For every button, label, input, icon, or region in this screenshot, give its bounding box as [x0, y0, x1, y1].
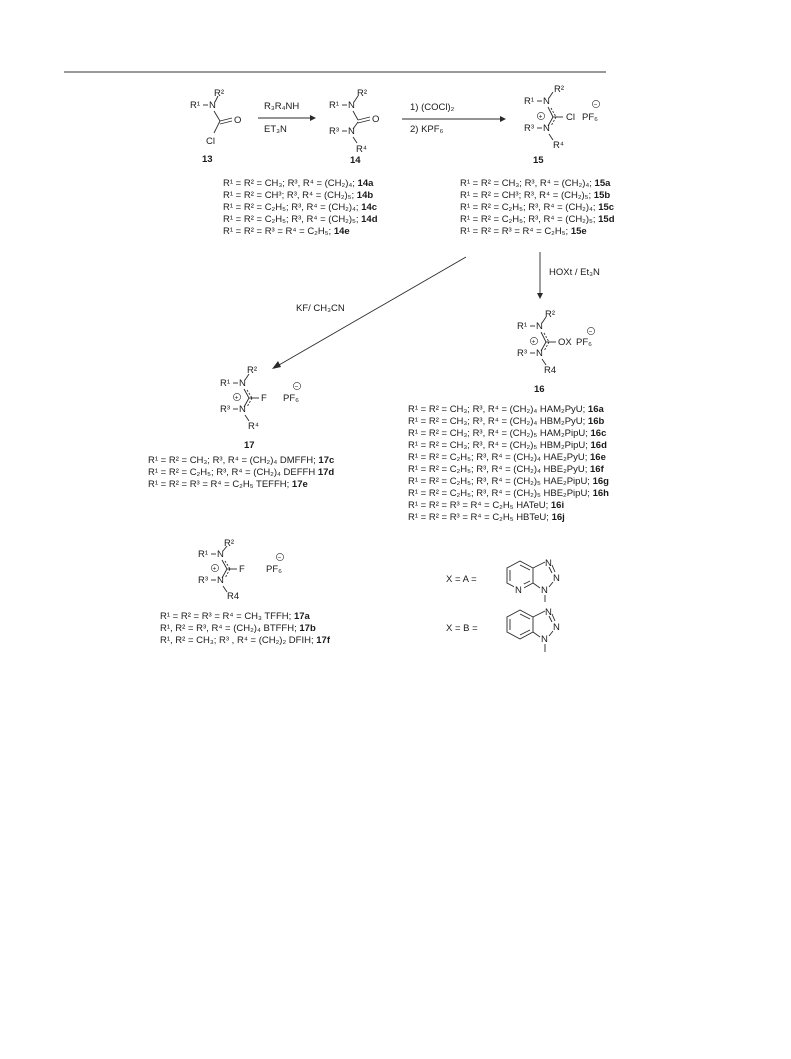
svg-text:R¹: R¹ — [198, 549, 209, 560]
svg-text:R²: R² — [214, 88, 225, 99]
svg-text:R4: R4 — [544, 365, 557, 376]
svg-text:R³: R³ — [329, 126, 340, 137]
arrow-15-16 — [537, 252, 600, 299]
svg-text:R¹ = R² = R³ = R⁴ = C₂H₅ HBTeU: R¹ = R² = R³ = R⁴ = C₂H₅ HBTeU; 16j — [408, 512, 565, 523]
svg-text:O: O — [372, 114, 380, 125]
svg-text:R¹: R¹ — [190, 100, 201, 111]
label-13: 13 — [202, 154, 213, 165]
reagent-base: ET₃N — [264, 124, 287, 135]
structure-15 — [524, 84, 600, 166]
svg-text:R¹ = R² = C₂H₅; R³, R⁴ = (CH₂): R¹ = R² = C₂H₅; R³, R⁴ = (CH₂)₅ HAE₂PipU; 16g — [408, 476, 609, 487]
svg-text:PF₆: PF₆ — [283, 393, 299, 404]
substituents-17 — [148, 455, 334, 490]
svg-text:R²: R² — [224, 538, 235, 549]
svg-text:+: + — [234, 394, 239, 402]
svg-text:N: N — [541, 585, 548, 596]
svg-text:R¹, R² = CH₃; R³ , R⁴ = (CH₂)₂: R¹, R² = CH₃; R³ , R⁴ = (CH₂)₂ DFIH; 17f — [160, 635, 330, 646]
svg-text:R¹ = R² = C₂H₅; R³, R⁴ = (CH₂): R¹ = R² = C₂H₅; R³, R⁴ = (CH₂)₅ HBE₂PipU; 16h — [408, 488, 609, 499]
label-17: 17 — [244, 440, 255, 451]
svg-text:PF₆: PF₆ — [582, 112, 598, 123]
svg-text:N: N — [348, 126, 355, 137]
svg-text:Cl: Cl — [206, 136, 215, 147]
svg-text:R²: R² — [554, 84, 565, 95]
svg-text:R¹ = R² = R³ = R⁴ = C₂H₅; 14e: R¹ = R² = R³ = R⁴ = C₂H₅; 14e — [223, 226, 350, 237]
svg-text:R²: R² — [357, 88, 368, 99]
reagent-kf: KF/ CH₃CN — [296, 303, 345, 314]
svg-text:N: N — [239, 404, 246, 415]
svg-text:N: N — [545, 607, 552, 618]
svg-text:R¹ = R² = R³ = R⁴ = C₂H₅; 15e: R¹ = R² = R³ = R⁴ = C₂H₅; 15e — [460, 226, 587, 237]
svg-text:R¹ = R² = R³ = R⁴ = C₂H₅ HATeU: R¹ = R² = R³ = R⁴ = C₂H₅ HATeU; 16i — [408, 500, 565, 511]
svg-text:−: − — [588, 328, 593, 336]
structure-14 — [329, 88, 379, 166]
reagent-hoxt: HOXt / Et₃N — [549, 267, 600, 278]
structure-16 — [517, 309, 595, 395]
svg-text:R³: R³ — [524, 123, 535, 134]
svg-text:R²: R² — [545, 309, 556, 320]
svg-text:R¹, R² = R³, R⁴ = (CH₂)₄ BTFFH: R¹, R² = R³, R⁴ = (CH₂)₄ BTFFH; 17b — [160, 623, 316, 634]
svg-text:R¹ = R² = CH₃; R³, R⁴ = (CH₂)₅: R¹ = R² = CH₃; R³, R⁴ = (CH₂)₅ HBM₂PipU; 16d — [408, 440, 607, 451]
svg-text:R⁴: R⁴ — [356, 144, 367, 155]
svg-text:N: N — [541, 634, 548, 645]
svg-text:X = A =: X = A = — [446, 574, 477, 585]
reagent-kpf6: 2) KPF₆ — [410, 124, 444, 135]
arrow-13-14 — [258, 101, 316, 135]
svg-text:+: + — [531, 338, 536, 346]
svg-text:−: − — [294, 383, 299, 391]
svg-text:R¹ = R² = C₂H₅; R³, R⁴ = (CH₂): R¹ = R² = C₂H₅; R³, R⁴ = (CH₂)₄; 15c — [460, 202, 615, 213]
reagent-amine: R₃R₄NH — [264, 101, 300, 112]
structure-17-variants — [198, 538, 284, 602]
svg-text:PF₆: PF₆ — [266, 564, 282, 575]
arrow-15-17 — [272, 257, 466, 369]
svg-text:X = B =: X = B = — [446, 623, 478, 634]
svg-text:R¹: R¹ — [524, 96, 535, 107]
svg-text:Cl: Cl — [566, 112, 575, 123]
svg-text:N: N — [515, 585, 522, 596]
svg-text:N: N — [553, 622, 560, 633]
svg-text:N: N — [239, 378, 246, 389]
svg-text:R²: R² — [247, 365, 258, 376]
svg-text:N: N — [217, 575, 224, 586]
svg-text:R¹ = R² = R³ = R⁴ = C₂H₅ TEFFH: R¹ = R² = R³ = R⁴ = C₂H₅ TEFFH; 17e — [148, 479, 308, 490]
svg-text:R¹ = R² = CH₃; R³, R⁴ = (CH₂)₄: R¹ = R² = CH₃; R³, R⁴ = (CH₂)₄; 14a — [223, 178, 374, 189]
svg-text:R4: R4 — [227, 591, 240, 602]
substituents-17-variants — [160, 611, 331, 646]
structure-13 — [190, 88, 241, 165]
svg-text:R¹ = R² = CH₃; R³, R⁴ = (CH₂)₄: R¹ = R² = CH₃; R³, R⁴ = (CH₂)₄ DMFFH; 17c — [148, 455, 335, 466]
reagent-oxalyl-chloride: 1) (COCl)₂ — [410, 102, 455, 113]
x-equals-a — [446, 558, 560, 602]
svg-text:R³: R³ — [517, 348, 528, 359]
svg-text:N: N — [553, 573, 560, 584]
svg-text:R³: R³ — [198, 575, 209, 586]
svg-text:N: N — [209, 100, 216, 111]
svg-text:OX: OX — [558, 337, 572, 348]
svg-text:N: N — [536, 321, 543, 332]
substituents-15 — [460, 178, 615, 237]
svg-text:−: − — [593, 101, 598, 109]
label-14: 14 — [350, 155, 361, 166]
svg-text:R¹ = R² = C₂H₅; R³, R⁴ = (CH₂): R¹ = R² = C₂H₅; R³, R⁴ = (CH₂)₅; 15d — [460, 214, 615, 225]
svg-text:R⁴: R⁴ — [248, 421, 259, 432]
label-16: 16 — [534, 384, 545, 395]
substituents-14 — [223, 178, 378, 237]
svg-text:R¹ = R² = CH₃; R³, R⁴ = (CH₂)₄: R¹ = R² = CH₃; R³, R⁴ = (CH₂)₄ HAM₂PyU; 16a — [408, 404, 604, 415]
svg-text:R¹ = R² = CH₃; R³, R⁴ = (CH₂)₅: R¹ = R² = CH₃; R³, R⁴ = (CH₂)₅ HAM₂PipU; 16c — [408, 428, 607, 439]
svg-text:−: − — [277, 554, 282, 562]
svg-text:R¹ = R² = C₂H₅; R³, R⁴ = (CH₂): R¹ = R² = C₂H₅; R³, R⁴ = (CH₂)₄ HAE₂PyU; 16e — [408, 452, 606, 463]
svg-text:N: N — [545, 558, 552, 569]
svg-text:R¹: R¹ — [220, 378, 231, 389]
svg-text:R¹ = R² = C₂H₅; R³, R⁴ = (CH₂): R¹ = R² = C₂H₅; R³, R⁴ = (CH₂)₄ HBE₂PyU; 16f — [408, 464, 604, 475]
x-equals-b — [446, 607, 560, 652]
svg-text:R¹ = R² = CH³; R³, R⁴ = (CH₂)₅: R¹ = R² = CH³; R³, R⁴ = (CH₂)₅; 14b — [223, 190, 374, 201]
svg-text:R¹ = R² = R³ = R⁴ = CH₃ TFFH;: R¹ = R² = R³ = R⁴ = CH₃ TFFH; 17a — [160, 611, 310, 622]
svg-text:R¹ = R² = C₂H₅; R³, R⁴ = (CH₂): R¹ = R² = C₂H₅; R³, R⁴ = (CH₂)₄ DEFFH 17d — [148, 467, 335, 478]
svg-text:F: F — [239, 564, 245, 575]
svg-text:N: N — [217, 549, 224, 560]
label-15: 15 — [533, 155, 544, 166]
svg-text:R¹ = R² = CH³; R³, R⁴ = (CH₂)₅: R¹ = R² = CH³; R³, R⁴ = (CH₂)₅; 15b — [460, 190, 611, 201]
svg-text:R¹ = R² = C₂H₅; R³, R⁴ = (CH₂): R¹ = R² = C₂H₅; R³, R⁴ = (CH₂)₅; 14d — [223, 214, 378, 225]
svg-text:R³: R³ — [220, 404, 231, 415]
svg-text:PF₆: PF₆ — [576, 337, 592, 348]
svg-text:R¹: R¹ — [517, 321, 528, 332]
svg-text:R¹ = R² = C₂H₅; R³, R⁴ = (CH₂): R¹ = R² = C₂H₅; R³, R⁴ = (CH₂)₄; 14c — [223, 202, 378, 213]
structure-17 — [220, 365, 301, 451]
svg-text:N: N — [543, 123, 550, 134]
svg-text:N: N — [536, 348, 543, 359]
svg-text:F: F — [261, 393, 267, 404]
svg-text:O: O — [234, 115, 242, 126]
substituents-16 — [408, 404, 609, 523]
svg-text:N: N — [348, 100, 355, 111]
svg-text:R¹ = R² = CH₃; R³, R⁴ = (CH₂)₄: R¹ = R² = CH₃; R³, R⁴ = (CH₂)₄; 15a — [460, 178, 611, 189]
svg-text:R¹ = R² = CH₃; R³, R⁴ = (CH₂)₄: R¹ = R² = CH₃; R³, R⁴ = (CH₂)₄ HBM₂PyU; 16b — [408, 416, 605, 427]
svg-text:+: + — [212, 565, 217, 573]
svg-text:+: + — [538, 113, 543, 121]
arrow-14-15 — [402, 102, 506, 135]
svg-text:R¹: R¹ — [329, 100, 340, 111]
svg-text:R⁴: R⁴ — [553, 140, 564, 151]
svg-text:N: N — [543, 96, 550, 107]
